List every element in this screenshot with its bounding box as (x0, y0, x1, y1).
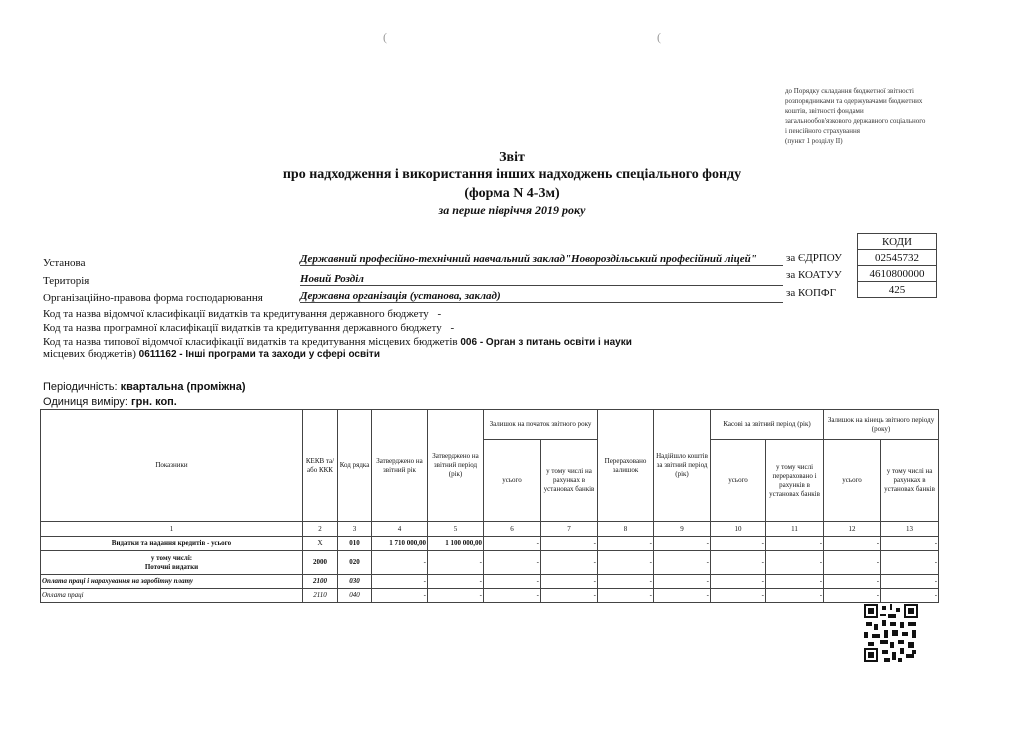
codes-table (857, 233, 937, 298)
header-balance-start: Залишок на початок звітного року (484, 410, 598, 440)
row-cell: - (484, 537, 541, 551)
report-subtitle: про надходження і використання інших надходжень спеціального фонду (282, 167, 742, 182)
row-cell: 1 100 000,00 (428, 537, 484, 551)
header-cash-total: усього (711, 440, 766, 522)
col-number: 4 (372, 522, 428, 537)
row-name-line: Поточні видатки (144, 562, 199, 571)
row-cell: - (881, 551, 939, 575)
header-received: Надійшло коштів за звітний період (рік) (654, 410, 711, 522)
row-cell: - (372, 589, 428, 603)
scan-speck: ( (383, 30, 387, 44)
edrpou-value: 02545732 (858, 250, 937, 266)
column-numbers-row (41, 522, 939, 537)
row-cell: - (654, 551, 711, 575)
header-transferred: Перераховано залишок (598, 410, 654, 522)
note-line: розпорядниками та одержувачами бюджетних (785, 97, 923, 105)
periodicity-line (43, 381, 246, 393)
col-number: 6 (484, 522, 541, 537)
local-code-line-b (43, 348, 380, 360)
row-cell: - (541, 537, 598, 551)
table-row (41, 575, 939, 589)
row-cell: - (484, 589, 541, 603)
row-kekv: X (303, 537, 338, 551)
qr-code-icon (864, 604, 918, 662)
dept-code-text: Код та назва відомчої класифікації видатків та кредитування державного бюджету (43, 308, 429, 320)
col-number: 1 (41, 522, 303, 537)
codes-header: КОДИ (858, 234, 937, 250)
row-kekv: 2000 (303, 551, 338, 575)
row-cell: - (598, 537, 654, 551)
header-end-banks: у тому числі на рахунках в установах банків (881, 440, 939, 522)
header-code: Код рядка (338, 410, 372, 522)
header-indicators: Показники (41, 410, 303, 522)
institution-value: Державний професійно-технічний навчальний заклад"Новороздільський професійний ліцей" (300, 253, 783, 266)
row-cell: - (541, 551, 598, 575)
row-name-line: у тому числі: (150, 553, 193, 562)
local-code-text-b: місцевих бюджетів) (43, 348, 136, 360)
col-number: 3 (338, 522, 372, 537)
row-cell: - (598, 551, 654, 575)
scan-speck: ( (657, 30, 661, 44)
report-form: (форма N 4-3м) (464, 186, 560, 201)
row-cell: - (598, 575, 654, 589)
row-cell: - (654, 575, 711, 589)
koatuu-label: за КОАТУУ (786, 269, 842, 281)
row-code: 010 (338, 537, 372, 551)
row-code: 020 (338, 551, 372, 575)
row-cell: - (711, 551, 766, 575)
row-cell: - (484, 575, 541, 589)
dept-code-label (43, 308, 441, 320)
col-number: 9 (654, 522, 711, 537)
header-end-total: усього (824, 440, 881, 522)
koatuu-value: 4610800000 (858, 266, 937, 282)
edrpou-label: за ЄДРПОУ (786, 252, 842, 264)
row-cell: - (711, 537, 766, 551)
row-cell: - (824, 575, 881, 589)
row-name: Оплата праці (41, 589, 303, 603)
header-start-total: усього (484, 440, 541, 522)
local-code-line-a (43, 336, 632, 348)
table-row (41, 551, 939, 575)
col-number: 8 (598, 522, 654, 537)
row-cell: - (428, 589, 484, 603)
header-start-banks: у тому числі на рахунках в установах банків (541, 440, 598, 522)
local-code-text-a: Код та назва типової відомчої класифікації видатків та кредитування місцевих бюджетів (43, 336, 458, 348)
unit-label: Одиниця виміру: (43, 396, 128, 408)
col-number: 10 (711, 522, 766, 537)
note-line: до Порядку складання бюджетної звітності (785, 87, 914, 95)
row-name: Видатки та надання кредитів - усього (41, 537, 303, 551)
note-line: (пункт 1 розділу II) (785, 137, 843, 145)
col-number: 7 (541, 522, 598, 537)
row-cell: - (541, 575, 598, 589)
prog-code-label (43, 322, 454, 334)
periodicity-value: квартальна (проміжна) (120, 381, 246, 393)
row-cell: - (824, 551, 881, 575)
row-cell: - (654, 537, 711, 551)
row-cell: - (766, 575, 824, 589)
report-table (40, 409, 939, 603)
row-cell: - (766, 551, 824, 575)
unit-line (43, 396, 177, 408)
row-cell: - (824, 589, 881, 603)
row-code: 040 (338, 589, 372, 603)
kopfg-label: за КОПФГ (786, 287, 836, 299)
kopfg-value: 425 (858, 282, 937, 298)
note-line: коштів, звітності фондами (785, 107, 864, 115)
col-number: 2 (303, 522, 338, 537)
territory-value: Новий Розділ (300, 273, 783, 286)
header-cash-transferred: у тому числі перераховано і рахунків в установах банків (766, 440, 824, 522)
row-cell: - (824, 537, 881, 551)
row-cell: - (372, 575, 428, 589)
row-kekv: 2100 (303, 575, 338, 589)
note-line: і пенсійного страхування (785, 127, 860, 135)
col-number: 12 (824, 522, 881, 537)
header-balance-end: Залишок на кінець звітного періоду (року) (824, 410, 939, 440)
header-approved-period: Затверджено на звітний період (рік) (428, 410, 484, 522)
note-line: загальнообов'язкового державного соціального (785, 117, 926, 125)
unit-value: грн. коп. (131, 396, 177, 408)
row-cell: - (654, 589, 711, 603)
row-cell: - (881, 575, 939, 589)
col-number: 13 (881, 522, 939, 537)
territory-label: Територія (43, 275, 90, 287)
row-cell: - (428, 575, 484, 589)
row-name: Оплата праці і нарахування на заробітну плату (41, 575, 303, 589)
row-cell: - (428, 551, 484, 575)
prog-code-text: Код та назва програмної класифікації видатків та кредитування державного бюджету (43, 322, 442, 334)
row-cell: - (372, 551, 428, 575)
row-cell: - (766, 537, 824, 551)
row-cell: 1 710 000,00 (372, 537, 428, 551)
col-number: 5 (428, 522, 484, 537)
row-cell: - (484, 551, 541, 575)
row-cell: - (766, 589, 824, 603)
table-row (41, 537, 939, 551)
row-code: 030 (338, 575, 372, 589)
dept-code-value: - (437, 308, 442, 320)
header-approved-year: Затверджено на звітний рік (372, 410, 428, 522)
periodicity-label: Періодичність: (43, 381, 118, 393)
form-note (785, 86, 985, 146)
report-period: за перше півріччя 2019 року (438, 203, 586, 217)
row-kekv: 2110 (303, 589, 338, 603)
row-cell: - (541, 589, 598, 603)
row-name (41, 551, 303, 575)
row-cell: - (881, 589, 939, 603)
local-code-value-b: 0611162 - Інші програми та заходи у сфері освіти (138, 349, 380, 360)
local-code-value-a: 006 - Орган з питань освіти і науки (460, 337, 632, 348)
org-form-label: Організаційно-правова форма господарювання (43, 292, 263, 304)
header-cash: Касові за звітний період (рік) (711, 410, 824, 440)
prog-code-value: - (450, 322, 455, 334)
row-cell: - (598, 589, 654, 603)
col-number: 11 (766, 522, 824, 537)
table-row (41, 589, 939, 603)
row-cell: - (881, 537, 939, 551)
report-title: Звіт (499, 150, 525, 165)
org-form-value: Державна організація (установа, заклад) (300, 290, 783, 303)
header-kekv: КЕКВ та/або ККК (303, 410, 338, 522)
row-cell: - (711, 589, 766, 603)
institution-label: Установа (43, 257, 86, 269)
row-cell: - (711, 575, 766, 589)
